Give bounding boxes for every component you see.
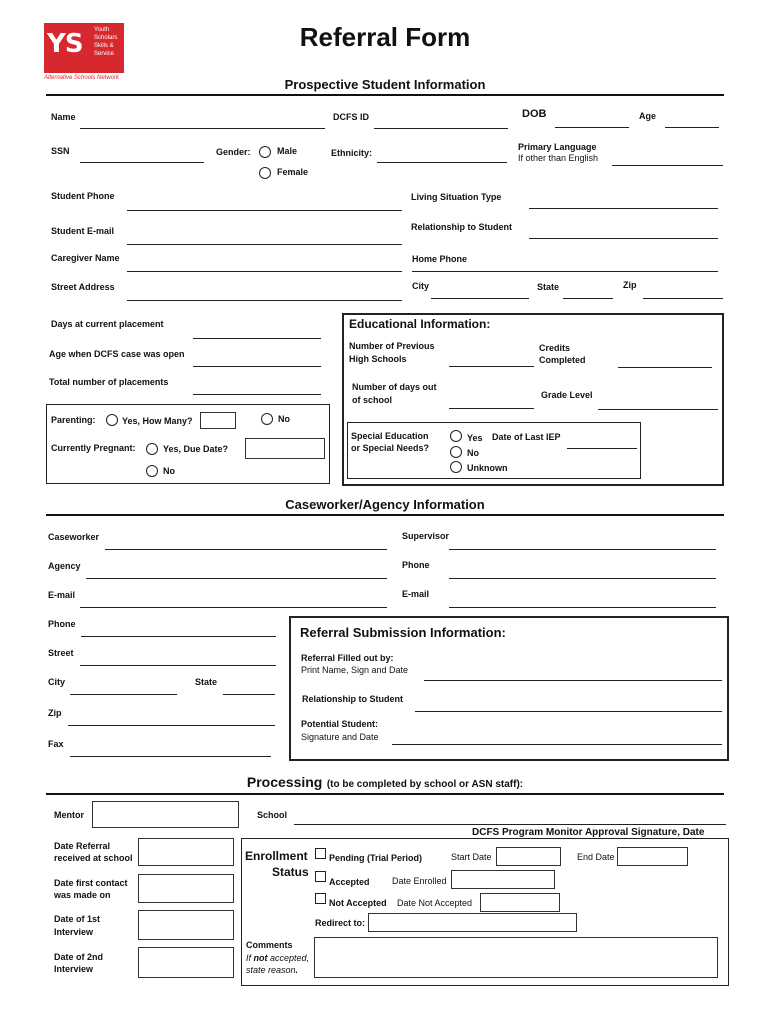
home-phone-field[interactable]: [412, 271, 718, 272]
pregnant-no-label: No: [163, 466, 175, 476]
gender-female-radio[interactable]: [259, 167, 271, 179]
end-date-label: End Date: [577, 852, 615, 862]
cw-email-field[interactable]: [80, 607, 387, 608]
dob-field[interactable]: [555, 127, 629, 128]
grade-level-label: Grade Level: [541, 390, 593, 400]
date-referral-input[interactable]: [138, 838, 234, 866]
mentor-label: Mentor: [54, 810, 84, 820]
agency-phone-label: Phone: [48, 619, 76, 629]
ssn-label: SSN: [51, 146, 70, 156]
filled-by-field[interactable]: [424, 680, 722, 681]
age-field[interactable]: [665, 127, 719, 128]
date-enrolled-input[interactable]: [451, 870, 555, 889]
credits-label-1: Credits: [539, 343, 571, 353]
state-label: State: [537, 282, 560, 292]
filled-by-label: Referral Filled out by:: [301, 653, 394, 663]
iep-date-field[interactable]: [567, 448, 637, 449]
agency-phone-field[interactable]: [81, 636, 276, 637]
pending-label: Pending (Trial Period): [329, 853, 423, 863]
if-not-accepted-note: [246, 953, 309, 964]
cw-email2-field[interactable]: [449, 607, 716, 608]
pregnant-yes-radio[interactable]: [146, 443, 158, 455]
sped-label-2: or Special Needs?: [351, 443, 430, 453]
date-not-accepted-label: Date Not Accepted: [397, 898, 473, 908]
sped-unknown-label: Unknown: [467, 463, 508, 473]
cw-email2-label: E-mail: [402, 589, 430, 599]
comments-label: Comments: [246, 940, 293, 950]
gender-male-radio[interactable]: [259, 146, 271, 158]
accepted-label: Accepted: [329, 877, 370, 887]
gender-male-label: Male: [277, 146, 298, 156]
caseworker-field[interactable]: [105, 549, 387, 550]
mentor-input[interactable]: [92, 801, 239, 828]
agency-fax-field[interactable]: [70, 756, 271, 757]
date-contact-input[interactable]: [138, 874, 234, 903]
date-2nd-label-1: Date of 2nd: [54, 952, 104, 962]
prev-hs-label-1: Number of Previous: [349, 341, 435, 351]
date-enrolled-label: Date Enrolled: [392, 876, 447, 886]
pending-checkbox[interactable]: [315, 848, 326, 859]
sped-yes-radio[interactable]: [450, 430, 462, 442]
ssn-field[interactable]: [80, 162, 204, 163]
living-situation-label: Living Situation Type: [411, 192, 502, 202]
student-email-label: Student E-mail: [51, 226, 115, 236]
living-situation-field[interactable]: [529, 208, 718, 209]
days-placement-label: Days at current placement: [51, 319, 164, 329]
street-address-field[interactable]: [127, 300, 402, 301]
school-field[interactable]: [294, 824, 726, 825]
cw-email-label: E-mail: [48, 590, 76, 600]
iep-date-label: Date of Last IEP: [492, 432, 561, 442]
redirect-input[interactable]: [368, 913, 577, 932]
page-title: Referral Form: [299, 22, 471, 52]
processing-heading-rule: [46, 793, 724, 795]
if-not-text-2: accepted,: [267, 953, 310, 963]
parenting-yes-radio[interactable]: [106, 414, 118, 426]
agency-field[interactable]: [86, 578, 387, 579]
relationship-field[interactable]: [529, 238, 718, 239]
relationship-label: Relationship to Student: [411, 222, 512, 232]
primary-language-field[interactable]: [612, 165, 723, 166]
name-label: Name: [51, 112, 76, 122]
parenting-how-many-input[interactable]: [200, 412, 236, 429]
pregnant-due-date-input[interactable]: [245, 438, 325, 459]
if-other-label: If other than English: [518, 153, 599, 163]
agency-fax-label: Fax: [48, 739, 64, 749]
logo-tagline: Alternative Schools Network: [44, 75, 120, 81]
sub-relationship-label: Relationship to Student: [302, 694, 403, 704]
agency-state-field[interactable]: [223, 694, 275, 695]
processing-heading-wrap: [0, 774, 770, 792]
dob-label: DOB: [522, 108, 547, 120]
date-1st-label-2: Interview: [54, 927, 94, 937]
date-referral-label-1: Date Referral: [54, 841, 111, 851]
supervisor-label: Supervisor: [402, 531, 450, 541]
pregnant-yes-label: Yes, Due Date?: [163, 444, 229, 454]
sped-unknown-radio[interactable]: [450, 461, 462, 473]
start-date-label: Start Date: [451, 852, 492, 862]
agency-zip-field[interactable]: [68, 725, 275, 726]
total-placements-label: Total number of placements: [49, 377, 169, 387]
pregnant-label: Currently Pregnant:: [51, 443, 136, 453]
educational-heading: Educational Information:: [349, 317, 491, 331]
caseworker-heading: Caseworker/Agency Information: [285, 497, 485, 512]
potential-student-label: Potential Student:: [301, 719, 378, 729]
state-reason-period: .: [295, 965, 299, 975]
agency-label: Agency: [48, 561, 81, 571]
ethnicity-label: Ethnicity:: [331, 148, 373, 158]
parenting-no-label: No: [278, 414, 290, 424]
primary-language-label: Primary Language: [518, 142, 597, 152]
parenting-no-radio[interactable]: [261, 413, 273, 425]
name-field[interactable]: [80, 128, 325, 129]
date-contact-label-1: Date first contact: [54, 878, 128, 888]
processing-heading: Processing: [246, 774, 323, 790]
dcfs-id-label: DCFS ID: [333, 112, 369, 122]
pregnant-no-radio[interactable]: [146, 465, 158, 477]
date-not-accepted-input[interactable]: [480, 893, 560, 912]
city-label: City: [412, 281, 430, 291]
logo-line4: Service: [94, 51, 115, 57]
logo-line3: Skills &: [94, 43, 114, 49]
home-phone-label: Home Phone: [412, 254, 468, 264]
if-not-text-1: If: [246, 953, 254, 963]
student-phone-label: Student Phone: [51, 191, 115, 201]
agency-city-field[interactable]: [70, 694, 177, 695]
processing-subheading: (to be completed by school or ASN staff):: [326, 779, 524, 790]
agency-street-label: Street: [48, 648, 74, 658]
sig-date-label: Signature and Date: [301, 732, 379, 742]
agency-state-label: State: [195, 677, 218, 687]
redirect-label: Redirect to:: [315, 918, 366, 928]
enrollment-label: Enrollment: [245, 849, 308, 863]
zip-field[interactable]: [643, 298, 723, 299]
prev-hs-label-2: High Schools: [349, 354, 407, 364]
street-address-label: Street Address: [51, 282, 115, 292]
date-2nd-label-2: Interview: [54, 964, 94, 974]
student-email-field[interactable]: [127, 244, 402, 245]
dcfs-sig-label: DCFS Program Monitor Approval Signature, Date: [472, 827, 705, 838]
credits-field[interactable]: [618, 367, 712, 368]
age-dcfs-label: Age when DCFS case was open: [49, 349, 185, 359]
date-1st-label-1: Date of 1st: [54, 914, 101, 924]
not-accepted-checkbox[interactable]: [315, 893, 326, 904]
sped-no-label: No: [467, 448, 479, 458]
print-name-label: Print Name, Sign and Date: [301, 665, 409, 675]
credits-label-2: Completed: [539, 355, 586, 365]
submission-heading: Referral Submission Information:: [300, 625, 506, 640]
days-placement-field[interactable]: [193, 338, 321, 339]
date-referral-label-2: received at school: [54, 853, 133, 863]
if-not-text-bold: not: [253, 953, 268, 963]
prospective-heading-rule: [46, 94, 724, 96]
caseworker-heading-rule: [46, 514, 724, 516]
city-field[interactable]: [431, 298, 529, 299]
age-label: Age: [639, 111, 657, 121]
prospective-heading: Prospective Student Information: [284, 77, 486, 92]
potential-student-field[interactable]: [392, 744, 722, 745]
dcfs-id-field[interactable]: [374, 128, 508, 129]
logo-initials: YS: [47, 29, 83, 59]
date-2nd-input[interactable]: [138, 947, 234, 978]
gender-label: Gender:: [216, 147, 251, 157]
ethnicity-field[interactable]: [377, 162, 507, 163]
days-out-field[interactable]: [449, 408, 534, 409]
caregiver-name-label: Caregiver Name: [51, 253, 120, 263]
zip-label: Zip: [623, 280, 637, 290]
school-label: School: [257, 810, 288, 820]
caregiver-name-field[interactable]: [127, 271, 402, 272]
sped-no-radio[interactable]: [450, 446, 462, 458]
days-out-label-2: of school: [352, 395, 392, 405]
state-field[interactable]: [563, 298, 613, 299]
prev-hs-field[interactable]: [449, 366, 534, 367]
cw-phone-field[interactable]: [449, 578, 716, 579]
not-accepted-label: Not Accepted: [329, 898, 387, 908]
status-label: Status: [272, 865, 309, 879]
cw-phone-label: Phone: [402, 560, 430, 570]
supervisor-field[interactable]: [449, 549, 716, 550]
date-contact-label-2: was made on: [54, 890, 111, 900]
logo-line2: Scholars: [94, 35, 118, 41]
agency-street-field[interactable]: [80, 665, 276, 666]
grade-level-field[interactable]: [598, 409, 718, 410]
start-date-input[interactable]: [496, 847, 561, 866]
parenting-yes-label: Yes, How Many?: [122, 416, 193, 426]
sped-label-1: Special Education: [351, 431, 429, 441]
accepted-checkbox[interactable]: [315, 871, 326, 882]
logo-line1: Youth: [94, 27, 110, 33]
age-dcfs-field[interactable]: [193, 366, 321, 367]
agency-city-label: City: [48, 677, 66, 687]
state-reason-text: state reason: [246, 965, 296, 975]
sub-relationship-field[interactable]: [415, 711, 722, 712]
caseworker-label: Caseworker: [48, 532, 100, 542]
total-placements-field[interactable]: [193, 394, 321, 395]
days-out-label-1: Number of days out: [352, 382, 437, 392]
comments-input[interactable]: [314, 937, 718, 978]
sped-yes-label: Yes: [467, 433, 483, 443]
gender-female-label: Female: [277, 167, 309, 177]
state-reason-note: [246, 965, 298, 976]
student-phone-field[interactable]: [127, 210, 402, 211]
end-date-input[interactable]: [617, 847, 688, 866]
date-1st-input[interactable]: [138, 910, 234, 940]
parenting-label: Parenting:: [51, 415, 96, 425]
agency-zip-label: Zip: [48, 708, 62, 718]
